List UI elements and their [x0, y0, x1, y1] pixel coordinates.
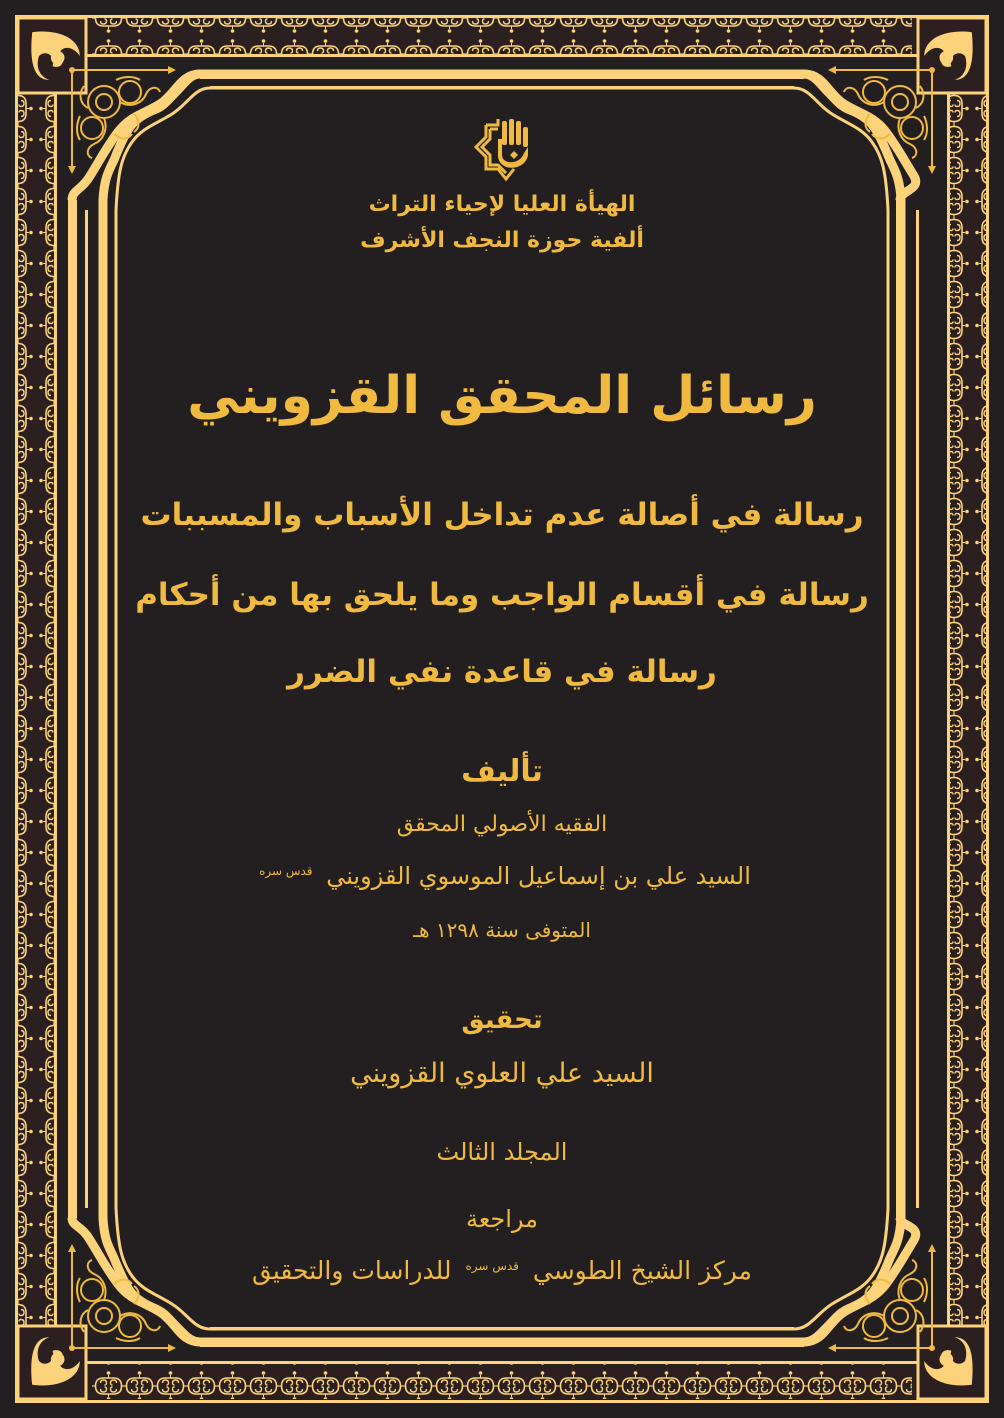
cover-content	[120, 0, 884, 1418]
book-title: رسائل المحقق القزويني	[187, 366, 817, 426]
authorship-label: تأليف	[461, 754, 543, 789]
volume-label: المجلد الثالث	[436, 1138, 568, 1166]
treatise-title-2: رسالة في أقسام الواجب وما يلحق بها من أحكام	[135, 577, 869, 613]
treatise-title-1: رسالة في أصالة عدم تداخل الأسباب والمسببات	[140, 497, 864, 533]
treatise-title-3: رسالة في قاعدة نفي الضرر	[287, 654, 717, 690]
review-honorific: قدس سره	[465, 1258, 519, 1273]
review-organization	[120, 1258, 884, 1283]
author-description: الفقيه الأصولي المحقق	[396, 812, 608, 837]
review-org-part1: مركز الشيخ الطوسي	[532, 1256, 752, 1285]
author-name: السيد علي بن إسماعيل الموسوي القزويني	[326, 862, 751, 890]
editor-name: السيد علي العلوي القزويني	[350, 1058, 654, 1089]
publisher-line-2: ألفية حوزة النجف الأشرف	[360, 228, 644, 253]
editing-label: تحقيق	[461, 1005, 543, 1035]
publisher-line-1: الهيأة العليا لإحياء التراث	[368, 192, 636, 217]
review-org-part2: للدراسات والتحقيق	[252, 1256, 452, 1285]
review-label: مراجعة	[465, 1205, 539, 1233]
author-death-date: المتوفى سنة ١٢٩٨ هـ	[413, 918, 591, 942]
author-honorific: قدس سره	[259, 864, 313, 878]
author-name-line	[120, 864, 884, 888]
